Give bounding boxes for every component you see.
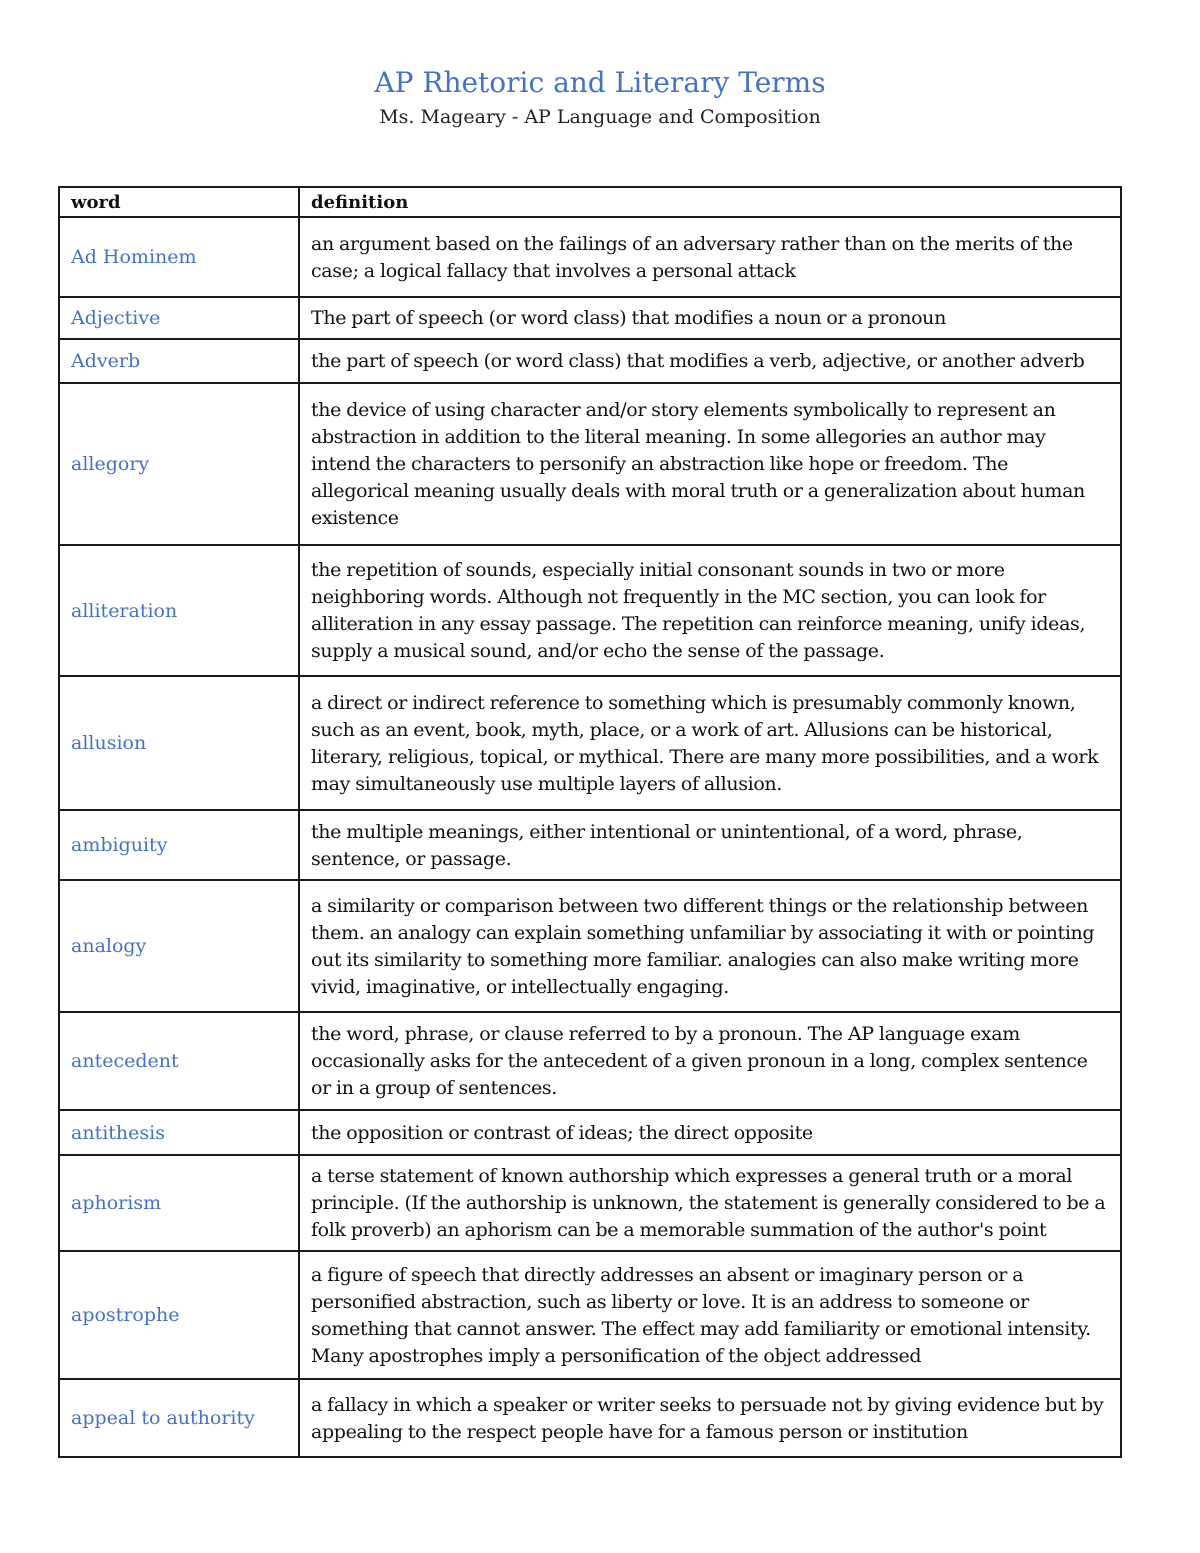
term-definition: the device of using character and/or story elements symbolically to represent an abstraction in addition to the literal meaning. In some allegories an author may intend the characters to personify an abstraction like hope or freedom. The allegorical meaning usually deals with moral truth or a generalization about human existence [299,383,1121,545]
term-definition: a fallacy in which a speaker or writer seeks to persuade not by giving evidence but by appealing to the respect people have for a famous person or institution [299,1379,1121,1457]
term-definition: the part of speech (or word class) that modifies a verb, adjective, or another adverb [299,339,1121,383]
page-title: AP Rhetoric and Literary Terms [374,66,826,99]
term-definition: the multiple meanings, either intentional or unintentional, of a word, phrase, sentence, or passage. [299,810,1121,880]
table-row [59,880,1121,1012]
term-definition: The part of speech (or word class) that modifies a noun or a pronoun [299,297,1121,339]
term-word: antecedent [59,1012,299,1110]
table-row [59,339,1121,383]
terms-table-body [59,217,1121,1457]
term-word: alliteration [59,545,299,676]
term-word: allusion [59,676,299,810]
term-definition: a direct or indirect reference to something which is presumably commonly known, such as an event, book, myth, place, or a work of art. Allusions can be historical, literary, religious, topical, or mythical. There are many more possibilities, and a work may simultaneously use multiple layers of allusion. [299,676,1121,810]
term-word: appeal to authority [59,1379,299,1457]
term-definition: a terse statement of known authorship which expresses a general truth or a moral principle. (If the authorship is unknown, the statement is generally considered to be a folk proverb) an aphorism can be a memorable summation of the author's point [299,1155,1121,1251]
term-definition: the repetition of sounds, especially initial consonant sounds in two or more neighboring words. Although not frequently in the MC section, you can look for alliteration in any essay passage. The repetition can reinforce meaning, unify ideas, supply a musical sound, and/or echo the sense of the passage. [299,545,1121,676]
term-definition: the word, phrase, or clause referred to by a pronoun. The AP language exam occasionally asks for the antecedent of a given pronoun in a long, complex sentence or in a group of sentences. [299,1012,1121,1110]
table-row [59,1155,1121,1251]
column-header-word: word [59,187,299,217]
term-word: Ad Hominem [59,217,299,297]
page-subtitle: Ms. Mageary - AP Language and Composition [379,106,821,128]
term-word: apostrophe [59,1251,299,1379]
table-row [59,545,1121,676]
term-word: analogy [59,880,299,1012]
term-word: ambiguity [59,810,299,880]
term-definition: a figure of speech that directly addresses an absent or imaginary person or a personified abstraction, such as liberty or love. It is an address to someone or something that cannot answer. The effect may add familiarity or emotional intensity. Many apostrophes imply a personification of the object addressed [299,1251,1121,1379]
table-row [59,1379,1121,1457]
table-row [59,810,1121,880]
term-definition: a similarity or comparison between two different things or the relationship between them. an analogy can explain something unfamiliar by associating it with or pointing out its similarity to something more familiar. analogies can also make writing more vivid, imaginative, or intellectually engaging. [299,880,1121,1012]
column-header-definition: definition [299,187,1121,217]
terms-table [58,186,1122,1458]
table-row [59,1012,1121,1110]
term-definition: an argument based on the failings of an adversary rather than on the merits of the case; a logical fallacy that involves a personal attack [299,217,1121,297]
table-row [59,217,1121,297]
table-header-row [59,187,1121,217]
table-row [59,383,1121,545]
table-row [59,1251,1121,1379]
table-row [59,297,1121,339]
term-word: allegory [59,383,299,545]
term-word: antithesis [59,1110,299,1155]
term-definition: the opposition or contrast of ideas; the direct opposite [299,1110,1121,1155]
term-word: Adjective [59,297,299,339]
table-row [59,676,1121,810]
table-row [59,1110,1121,1155]
term-word: Adverb [59,339,299,383]
term-word: aphorism [59,1155,299,1251]
